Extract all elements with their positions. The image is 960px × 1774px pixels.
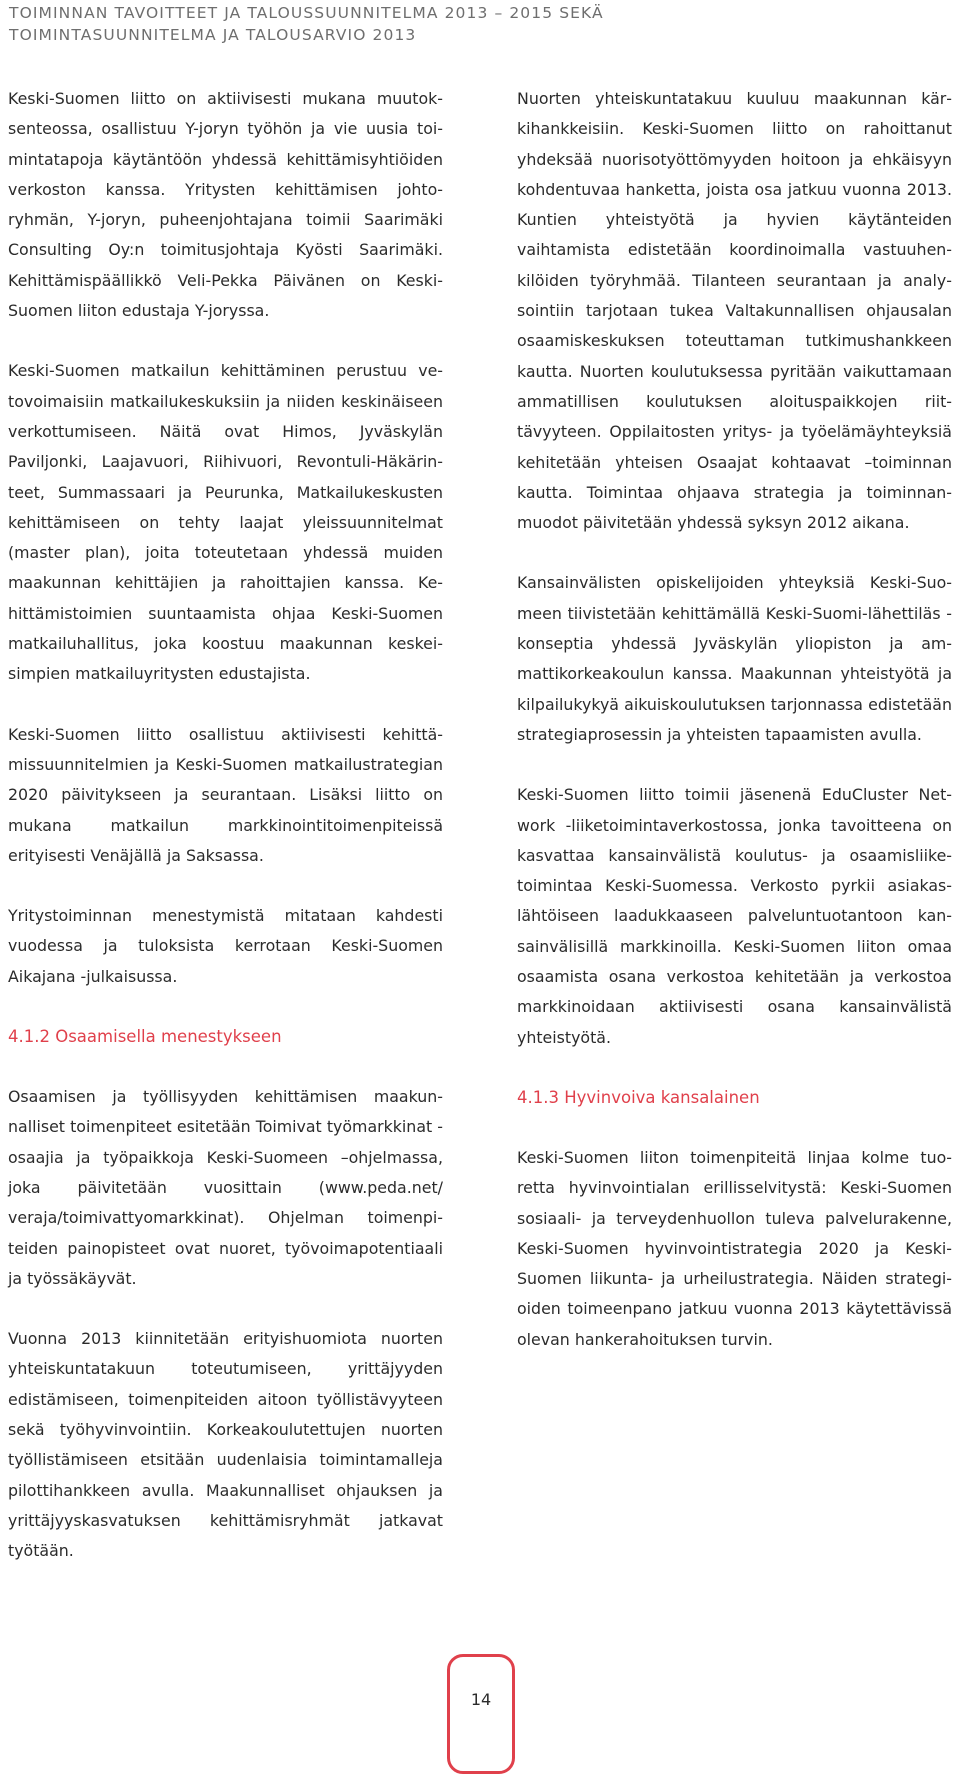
paragraph-2013-focus: Vuonna 2013 kiinnitetään erityishuomiota nuorten yhteiskuntatakuun toteutumiseen, yrittäjyyden edistämiseen, toimenpiteiden aitoon työllistävyyteen sekä työhyvinvointiin. Korkeakoulutettujen nuorten työllistämiseen etsitään uudenlaisia toimintamalleja pilottihankkeen avulla. Maakunnalliset ohjauksen ja yrittäjyyskasvatuksen kehittämisryhmät jatkavat työtään. [8, 1329, 443, 1561]
header-line-1: TOIMINNAN TAVOITTEET JA TALOUSSUUNNITELMA 2013 – 2015 SEKÄ [9, 4, 604, 22]
section-heading-4-1-3: 4.1.3 Hyvinvoiva kansalainen [517, 1087, 760, 1107]
page-number: 14 [470, 1690, 492, 1709]
paragraph-employment: Osaamisen ja työllisyyden kehittämisen maakunnalliset toimenpiteet esitetään Toimivat työmarkkinat - osaajia ja työpaikkoja Keski-Suomeen –ohjelmassa, joka päivitetään vuosittain (www.peda.net/ veraja/toimivattyomarkkinat). Ohjelman toimenpiteiden painopisteet ovat nuoret, työvoimapotentiaali ja työssäkäyvät. [8, 1087, 443, 1288]
section-heading-4-1-2: 4.1.2 Osaamisella menestykseen [8, 1027, 282, 1047]
paragraph-youth-guarantee: Nuorten yhteiskuntatakuu kuuluu maakunnan kärkihankkeisiin. Keski-Suomen liitto on rahoittanut yhdeksää nuorisotyöttömyyden hoitoon ja ehkäisyyn kohdentuvaa hanketta, joista osa jatkuu vuonna 2013. Kuntien yhteistyötä ja hyvien käytänteiden vaihtamista edistetään koordinoimalla vastuuhenkilöiden työryhmää. Tilanteen seurantaan ja analysointiin tarjotaan tukea Valtakunnallisen ohjausalan osaamiskeskuksen toteuttaman tutkimushankkeen kautta. Nuorten koulutuksessa pyritään vaikuttamaan ammatillisen koulutuksen aloituspaikkojen riittävyyteen. Oppilaitosten yritys- ja työelämäyhteyksiä kehitetään yhteisen Osaajat kohtaavat –toiminnan kautta. Toimintaa ohjaava strategia ja toiminnanmuodot päivitetään yhdessä syksyn 2012 aikana. [517, 89, 952, 533]
header-line-2: TOIMINTASUUNNITELMA JA TALOUSARVIO 2013 [9, 26, 417, 44]
paragraph-international-students: Kansainvälisten opiskelijoiden yhteyksiä Keski-Suomeen tiivistetään kehittämällä Keski-Suomi-lähettiläs -konseptia yhdessä Jyväskylän yliopiston ja ammattikorkeakoulun kanssa. Maakunnan yhteistyötä ja kilpailukykyä aikuiskoulutuksen tarjonnassa edistetään strategiaprosessin ja yhteisten tapaamisten avulla. [517, 573, 952, 744]
left-column [8, 84, 443, 1596]
page-number-tab [447, 1654, 515, 1774]
right-column [517, 84, 952, 1385]
paragraph-business-success: Yritystoiminnan menestymistä mitataan kahdesti vuodessa ja tuloksista kerrotaan Keski-Suomen Aikajana -julkaisussa. [8, 906, 443, 986]
paragraph-tourism-strategy: Keski-Suomen liitto osallistuu aktiivisesti kehittämissuunnitelmien ja Keski-Suomen matkailustrategian 2020 päivitykseen ja seurantaan. Lisäksi liitto on mukana matkailun markkinointitoimenpiteissä erityisesti Venäjällä ja Saksassa. [8, 724, 443, 865]
paragraph-educluster: Keski-Suomen liitto toimii jäsenenä EduCluster Network -liiketoimintaverkostossa, jonka tavoitteena on kasvattaa kansainvälistä koulutus- ja osaamisliiketoimintaa Keski-Suomessa. Verkosto pyrkii asiakaslähtöiseen laadukkaaseen palveluntuotantoon kansainvälisillä markkinoilla. Keski-Suomen liiton omaa osaamista osana verkostoa kehitetään ja verkostoa markkinoidaan aktiivisesti osana kansainvälistä yhteistyötä. [517, 785, 952, 1047]
running-header [9, 2, 604, 46]
paragraph-y-jory: Keski-Suomen liitto on aktiivisesti mukana muutoksenteossa, osallistuu Y-joryn työhön ja vie uusia toimintatapoja käytäntöön yhdessä kehittämisyhtiöiden verkoston kanssa. Yritysten kehittämisen johtoryhmän, Y-joryn, puheenjohtajana toimii Saarimäki Consulting Oy:n toimitusjohtaja Kyösti Saarimäki. Kehittämispäällikkö Veli-Pekka Päivänen on Keski-Suomen liiton edustaja Y-joryssa. [8, 89, 443, 321]
paragraph-wellbeing: Keski-Suomen liiton toimenpiteitä linjaa kolme tuoretta hyvinvointialan erillisselvitystä: Keski-Suomen sosiaali- ja terveydenhuollon tuleva palvelurakenne, Keski-Suomen hyvinvointistrategia 2020 ja Keski-Suomen liikunta- ja urheilustrategia. Näiden strategioiden toimeenpano jatkuu vuonna 2013 käytettävissä olevan hankerahoituksen turvin. [517, 1147, 952, 1349]
paragraph-tourism: Keski-Suomen matkailun kehittäminen perustuu vetovoimaisiin matkailukeskuksiin ja niiden keskinäiseen verkottumiseen. Näitä ovat Himos, Jyväskylän Paviljonki, Laajavuori, Riihivuori, Revontuli-Häkärinteet, Summassaari ja Peurunka, Matkailukeskusten kehittämiseen on tehty laajat yleissuunnitelmat (master plan), joita toteutetaan yhdessä muiden maakunnan kehittäjien ja rahoittajien kanssa. Kehittämistoimien suuntaamista ohjaa Keski-Suomen matkailuhallitus, joka koostuu maakunnan keskeisimpien matkailuyritysten edustajista. [8, 361, 443, 684]
